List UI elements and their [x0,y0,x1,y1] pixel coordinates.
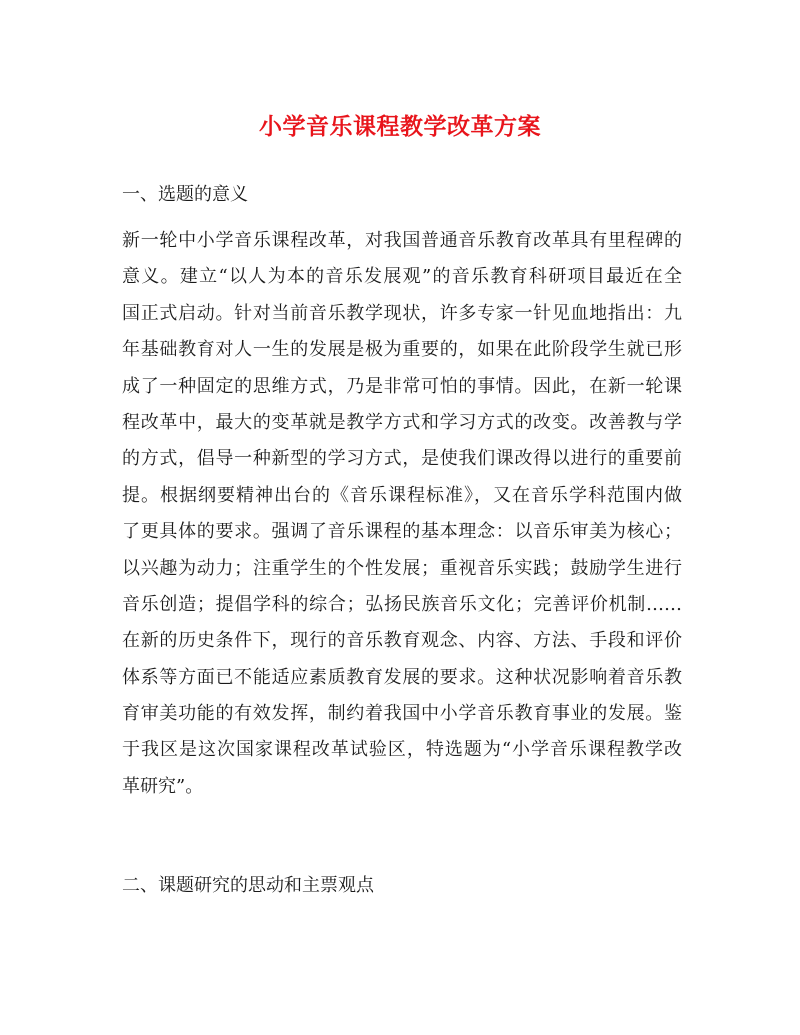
paragraph-line: 了更具体的要求。强调了音乐课程的基本理念：以音乐审美为核心； [122,521,682,543]
paragraph-line: 新一轮中小学音乐课程改革，对我国普通音乐教育改革具有里程碑的 [122,230,682,251]
paragraph-line: 于我区是这次国家课程改革试验区，特选题为“小学音乐课程教学改 [122,739,682,761]
paragraph-line: 意义。建立“以人为本的音乐发展观”的音乐教育科研项目最近在全 [122,266,682,288]
body-paragraph [122,223,682,805]
section-heading-2: 二、课题研究的思动和主票观点 [122,875,374,896]
paragraph-line: 革研究”。 [122,775,204,797]
paragraph-line: 音乐创造；提倡学科的综合；弘扬民族音乐文化；完善评价机制…… [122,593,682,615]
paragraph-line: 体系等方面已不能适应素质教育发展的要求。这种状况影响着音乐教 [122,666,682,688]
document-title: 小学音乐课程教学改革方案 [259,113,541,140]
paragraph-line: 成了一种固定的思维方式，乃是非常可怕的事情。因此，在新一轮课 [122,375,682,397]
paragraph-line: 国正式启动。针对当前音乐教学现状，许多专家一针见血地指出：九 [122,302,682,324]
paragraph-line: 程改革中，最大的变革就是教学方式和学习方式的改变。改善教与学 [122,411,682,433]
paragraph-line: 的方式，倡导一种新型的学习方式，是使我们课改得以进行的重要前 [122,448,682,470]
paragraph-line: 在新的历史条件下，现行的音乐教育观念、内容、方法、手段和评价 [122,630,682,652]
paragraph-line: 以兴趣为动力；注重学生的个性发展；重视音乐实践；鼓励学生进行 [122,557,682,579]
paragraph-line: 年基础教育对人一生的发展是极为重要的，如果在此阶段学生就已形 [122,339,682,361]
section-heading-1: 一、选题的意义 [122,184,248,205]
paragraph-line: 提。根据纲要精神出台的《音乐课程标准》，又在音乐学科范围内做 [122,484,682,506]
paragraph-line: 育审美功能的有效发挥，制约着我国中小学音乐教育事业的发展。鉴 [122,703,682,725]
